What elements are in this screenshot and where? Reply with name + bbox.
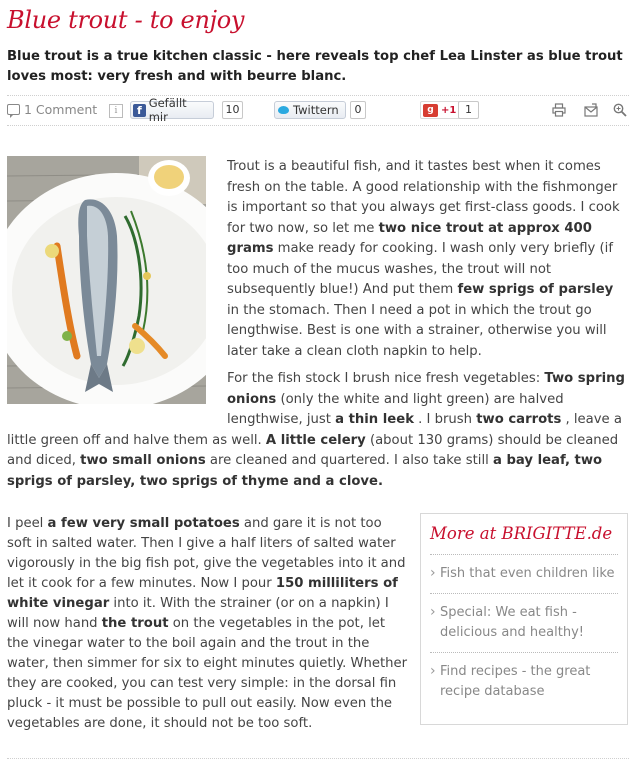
sidebar-link-fish-children[interactable]: › Fish that even children like (430, 554, 618, 593)
gplus-button[interactable] (420, 101, 460, 119)
sidebar-link-find-recipes[interactable]: › Find recipes - the great recipe database (430, 652, 618, 711)
sidebar-link-special-fish[interactable]: › Special: We eat fish - delicious and healthy! (430, 593, 618, 652)
divider (7, 758, 629, 759)
sidebar-title: More at BRIGITTE.de (430, 524, 613, 543)
twitter-label: Twittern (293, 103, 339, 117)
email-share-icon[interactable] (584, 103, 598, 117)
facebook-like-count: 10 (222, 101, 243, 119)
article-body (7, 157, 625, 499)
paragraph-3: I peel a few very small potatoes and gare it is not too soft in salted water. Then I give a half liters of salted water vigorously in the big fish pot, give the vegetables into it and let it cook for a few minutes. Now I pour 150 milliliters of white vinegar into it. With the strainer (or on a napkin) I will now hand the trout on the vegetables in the pot, let the vinegar water to the boil again and the trout in the water, then simmer for six to eight minutes quietly. Whether they are cooked, you can test very simple: in the dorsal fin pluck - it must be possible to pull out easily. Now even the vegetables are done, it should not be too soft. (7, 516, 408, 731)
article-title: Blue trout - to enjoy (7, 6, 245, 34)
twitter-count: 0 (350, 101, 366, 119)
twitter-bird-icon (277, 105, 290, 115)
twitter-button[interactable] (274, 101, 346, 119)
facebook-icon: f (133, 104, 146, 117)
info-icon[interactable]: i (109, 104, 123, 118)
photo-spacer (7, 157, 208, 407)
facebook-like-button[interactable] (130, 96, 214, 124)
zoom-icon[interactable] (613, 103, 627, 117)
comment-bubble-icon (7, 104, 20, 115)
print-icon[interactable] (552, 103, 566, 117)
article-lead: Blue trout is a true kitchen classic - here reveals top chef Lea Linster as blue trout loves most: very fresh and with beurre blanc. (7, 49, 623, 84)
gplus-count: 1 (458, 101, 479, 119)
comments-link[interactable] (7, 102, 97, 117)
gplus-icon: g (423, 104, 438, 117)
facebook-like-label: Gefällt mir (148, 96, 187, 124)
paragraph-1: Trout is a beautiful fish, and it tastes best when it comes fresh on the table. A good relationship with the fishmonger is important so that you always get first-class goods. I cook for two now, so let me two nice trout at approx 400 grams make ready for cooking. I wash only very briefly (if too much of the mucus washes, the trout will not subsequently blue!) And put them few sprigs of parsley in the stomach. Then I need a pot in which the trout go lengthwise. Best is one with a strainer, otherwise you will later take a clean cloth napkin to help. (227, 159, 620, 359)
more-at-brigitte-box (420, 513, 628, 725)
comments-label: 1 Comment (24, 102, 98, 117)
paragraph-2: For the fish stock I brush nice fresh vegetables: Two spring onions (only the white and light green) are halved lengthwise, just a thin leek . I brush two carrots , leave a little green off and halve them as well. A little celery (about 130 grams) should be cleaned and diced, two small onions are cleaned and quartered. I also take still a bay leaf, two sprigs of parsley, two sprigs of thyme and a clove. (7, 371, 625, 489)
social-bar (7, 95, 629, 126)
gplus-label: +1 (441, 104, 457, 116)
